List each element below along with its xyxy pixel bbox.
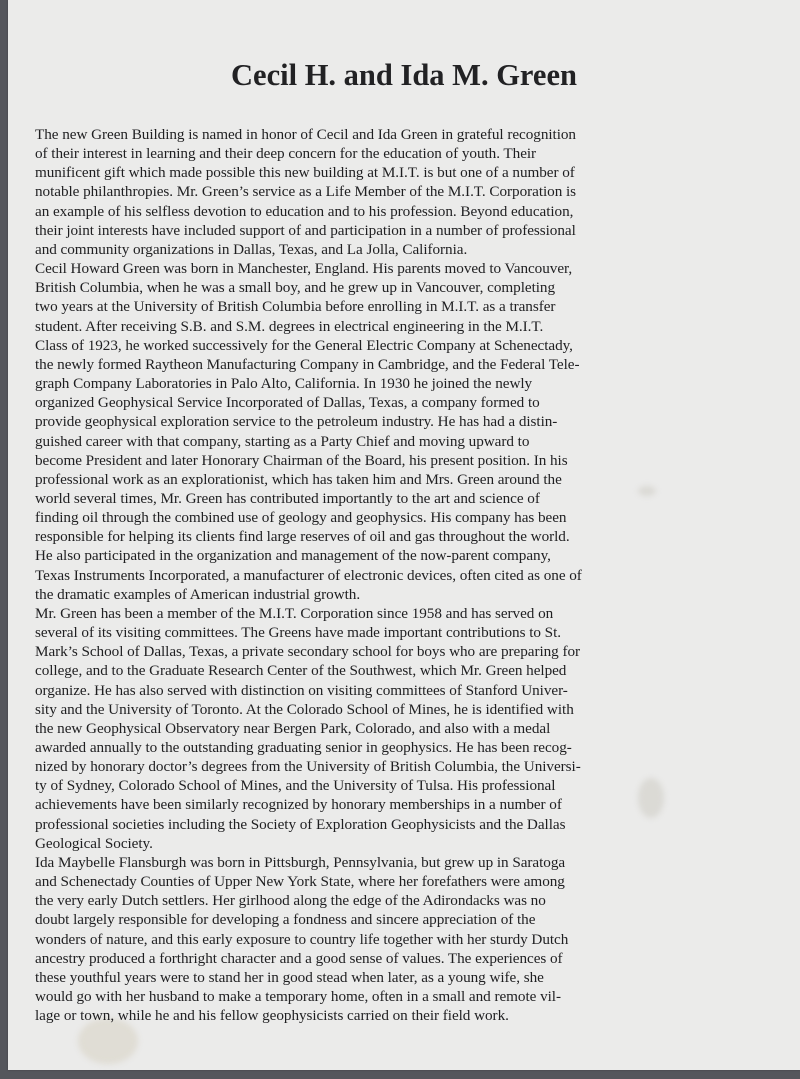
text-line: finding oil through the combined use of geology and geophysics. His company has been (35, 509, 567, 527)
text-line: Ida Maybelle Flansburgh was born in Pittsburgh, Pennsylvania, but grew up in Saratoga (35, 853, 566, 871)
text-line: the new Geophysical Observatory near Bergen Park, Colorado, and also with a medal (35, 719, 551, 737)
paragraph (35, 259, 795, 604)
text-line: doubt largely responsible for developing a fondness and sincere appreciation of the (35, 911, 536, 929)
text-line: several of its visiting committees. The Greens have made important contributions to St. (35, 624, 561, 642)
text-line: responsible for helping its clients find large reserves of oil and gas throughout the world. (35, 528, 570, 546)
text-line: achievements have been similarly recognized by honorary memberships in a number of (35, 796, 562, 814)
text-line: munificent gift which made possible this new building at M.I.T. is but one of a number of (35, 164, 575, 182)
text-line: Mark’s School of Dallas, Texas, a private secondary school for boys who are preparing for (35, 643, 581, 661)
text-line: wonders of nature, and this early exposure to country life together with her sturdy Dutch (35, 930, 569, 948)
text-line: Geological Society. (35, 834, 153, 852)
text-line: two years at the University of British Columbia before enrolling in M.I.T. as a transfer (35, 298, 556, 316)
paragraph (35, 125, 795, 259)
text-line: ancestry produced a forthright character and a good sense of values. The experiences of (35, 949, 563, 967)
text-line: an example of his selfless devotion to education and to his profession. Beyond education, (35, 202, 574, 220)
text-line: ty of Sydney, Colorado School of Mines, and the University of Tulsa. His professional (35, 777, 556, 795)
text-line: become President and later Honorary Chairman of the Board, his present position. In his (35, 451, 568, 469)
text-line: Class of 1923, he worked successively for the General Electric Company at Schenectady, (35, 336, 573, 354)
text-line: provide geophysical exploration service to the petroleum industry. He has had a distin- (35, 413, 558, 431)
text-line: notable philanthropies. Mr. Green’s service as a Life Member of the M.I.T. Corporation is (35, 183, 577, 201)
paragraph (35, 853, 795, 1025)
text-line: sity and the University of Toronto. At the Colorado School of Mines, he is identified with (35, 700, 574, 718)
document-page (8, 0, 800, 1070)
text-line: their joint interests have included support of and participation in a number of professional (35, 221, 576, 239)
text-line: student. After receiving S.B. and S.M. degrees in electrical engineering in the M.I.T. (35, 317, 544, 335)
text-line: and community organizations in Dallas, Texas, and La Jolla, California. (35, 240, 468, 258)
text-line: guished career with that company, starting as a Party Chief and moving upward to (35, 432, 530, 450)
text-line: the dramatic examples of American industrial growth. (35, 585, 361, 603)
document-body (35, 125, 795, 1025)
text-line: organize. He has also served with distinction on visiting committees of Stanford Univer- (35, 681, 568, 699)
document-title: Cecil H. and Ida M. Green (231, 58, 577, 92)
text-line: world several times, Mr. Green has contributed importantly to the art and science of (35, 489, 540, 507)
text-line: professional work as an explorationist, which has taken him and Mrs. Green around the (35, 470, 562, 488)
text-line: Texas Instruments Incorporated, a manufacturer of electronic devices, often cited as one of (35, 566, 582, 584)
text-line: The new Green Building is named in honor of Cecil and Ida Green in grateful recognition (35, 126, 576, 143)
paragraph (35, 604, 795, 853)
text-line: organized Geophysical Service Incorporated of Dallas, Texas, a company formed to (35, 394, 540, 412)
text-line: British Columbia, when he was a small boy, and he grew up in Vancouver, completing (35, 279, 556, 297)
text-line: graph Company Laboratories in Palo Alto, California. In 1930 he joined the newly (35, 375, 533, 393)
text-line: and Schenectady Counties of Upper New York State, where her forefathers were among (35, 873, 565, 891)
text-line: He also participated in the organization and management of the now-parent company, (35, 547, 551, 565)
text-line: awarded annually to the outstanding graduating senior in geophysics. He has been recog- (35, 739, 572, 756)
text-line: college, and to the Graduate Research Center of the Southwest, which Mr. Green helped (35, 662, 567, 680)
text-line: Cecil Howard Green was born in Manchester, England. His parents moved to Vancouver, (35, 260, 573, 278)
text-line: professional societies including the Society of Exploration Geophysicists and the Dallas (35, 815, 566, 833)
text-line: the newly formed Raytheon Manufacturing Company in Cambridge, and the Federal Tele- (35, 355, 580, 373)
text-line: nized by honorary doctor’s degrees from the University of British Columbia, the Universi- (35, 758, 581, 776)
text-line: these youthful years were to stand her in good stead when later, as a young wife, she (35, 968, 544, 986)
text-line: the very early Dutch settlers. Her girlhood along the edge of the Adirondacks was no (35, 892, 546, 910)
text-line: lage or town, while he and his fellow geophysicists carried on their field work. (35, 1007, 509, 1025)
text-line: Mr. Green has been a member of the M.I.T. Corporation since 1958 and has served on (35, 604, 554, 622)
text-line: would go with her husband to make a temporary home, often in a small and remote vil- (35, 988, 561, 1006)
text-line: of their interest in learning and their deep concern for the education of youth. Their (35, 145, 537, 163)
